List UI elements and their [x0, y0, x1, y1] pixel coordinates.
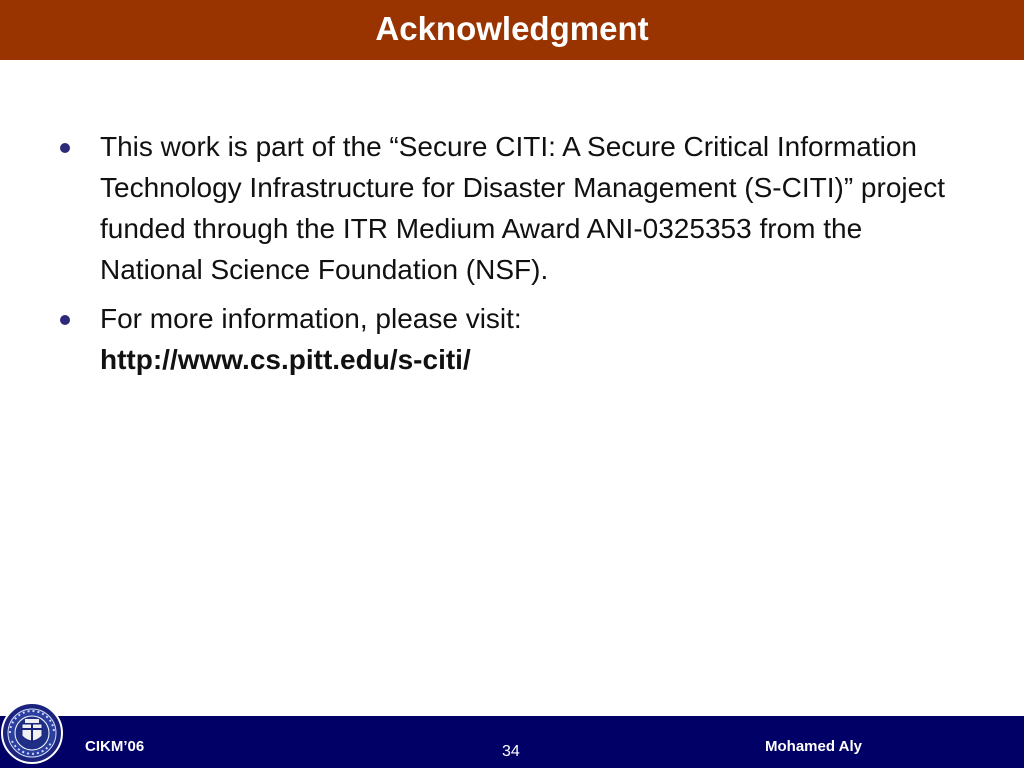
project-url-link[interactable]: http://www.cs.pitt.edu/s-citi/ — [100, 344, 471, 375]
bullet-icon — [60, 143, 70, 153]
bullet-text-group — [100, 298, 950, 380]
bullet-text: For more information, please visit: — [100, 303, 522, 334]
footer-page-number: 34 — [502, 743, 520, 760]
slide-title: Acknowledgment — [375, 9, 649, 47]
footer-author: Mohamed Aly — [765, 738, 862, 755]
bullet-icon — [60, 315, 70, 325]
footer-conference: CIKM’06 — [85, 738, 145, 755]
footer-bar — [0, 716, 1024, 768]
bullet-item — [60, 298, 960, 380]
slide-content — [60, 126, 960, 388]
bullet-text: This work is part of the “Secure CITI: A Secure Critical Information Technology Infrastructure for Disaster Management (S-CITI)” project funded through the ITR Medium Award ANI-0325353 from the National Science Foundation (NSF). — [100, 131, 945, 285]
title-bar — [0, 0, 1024, 60]
university-seal-icon — [0, 701, 64, 765]
bullet-item — [60, 126, 960, 290]
